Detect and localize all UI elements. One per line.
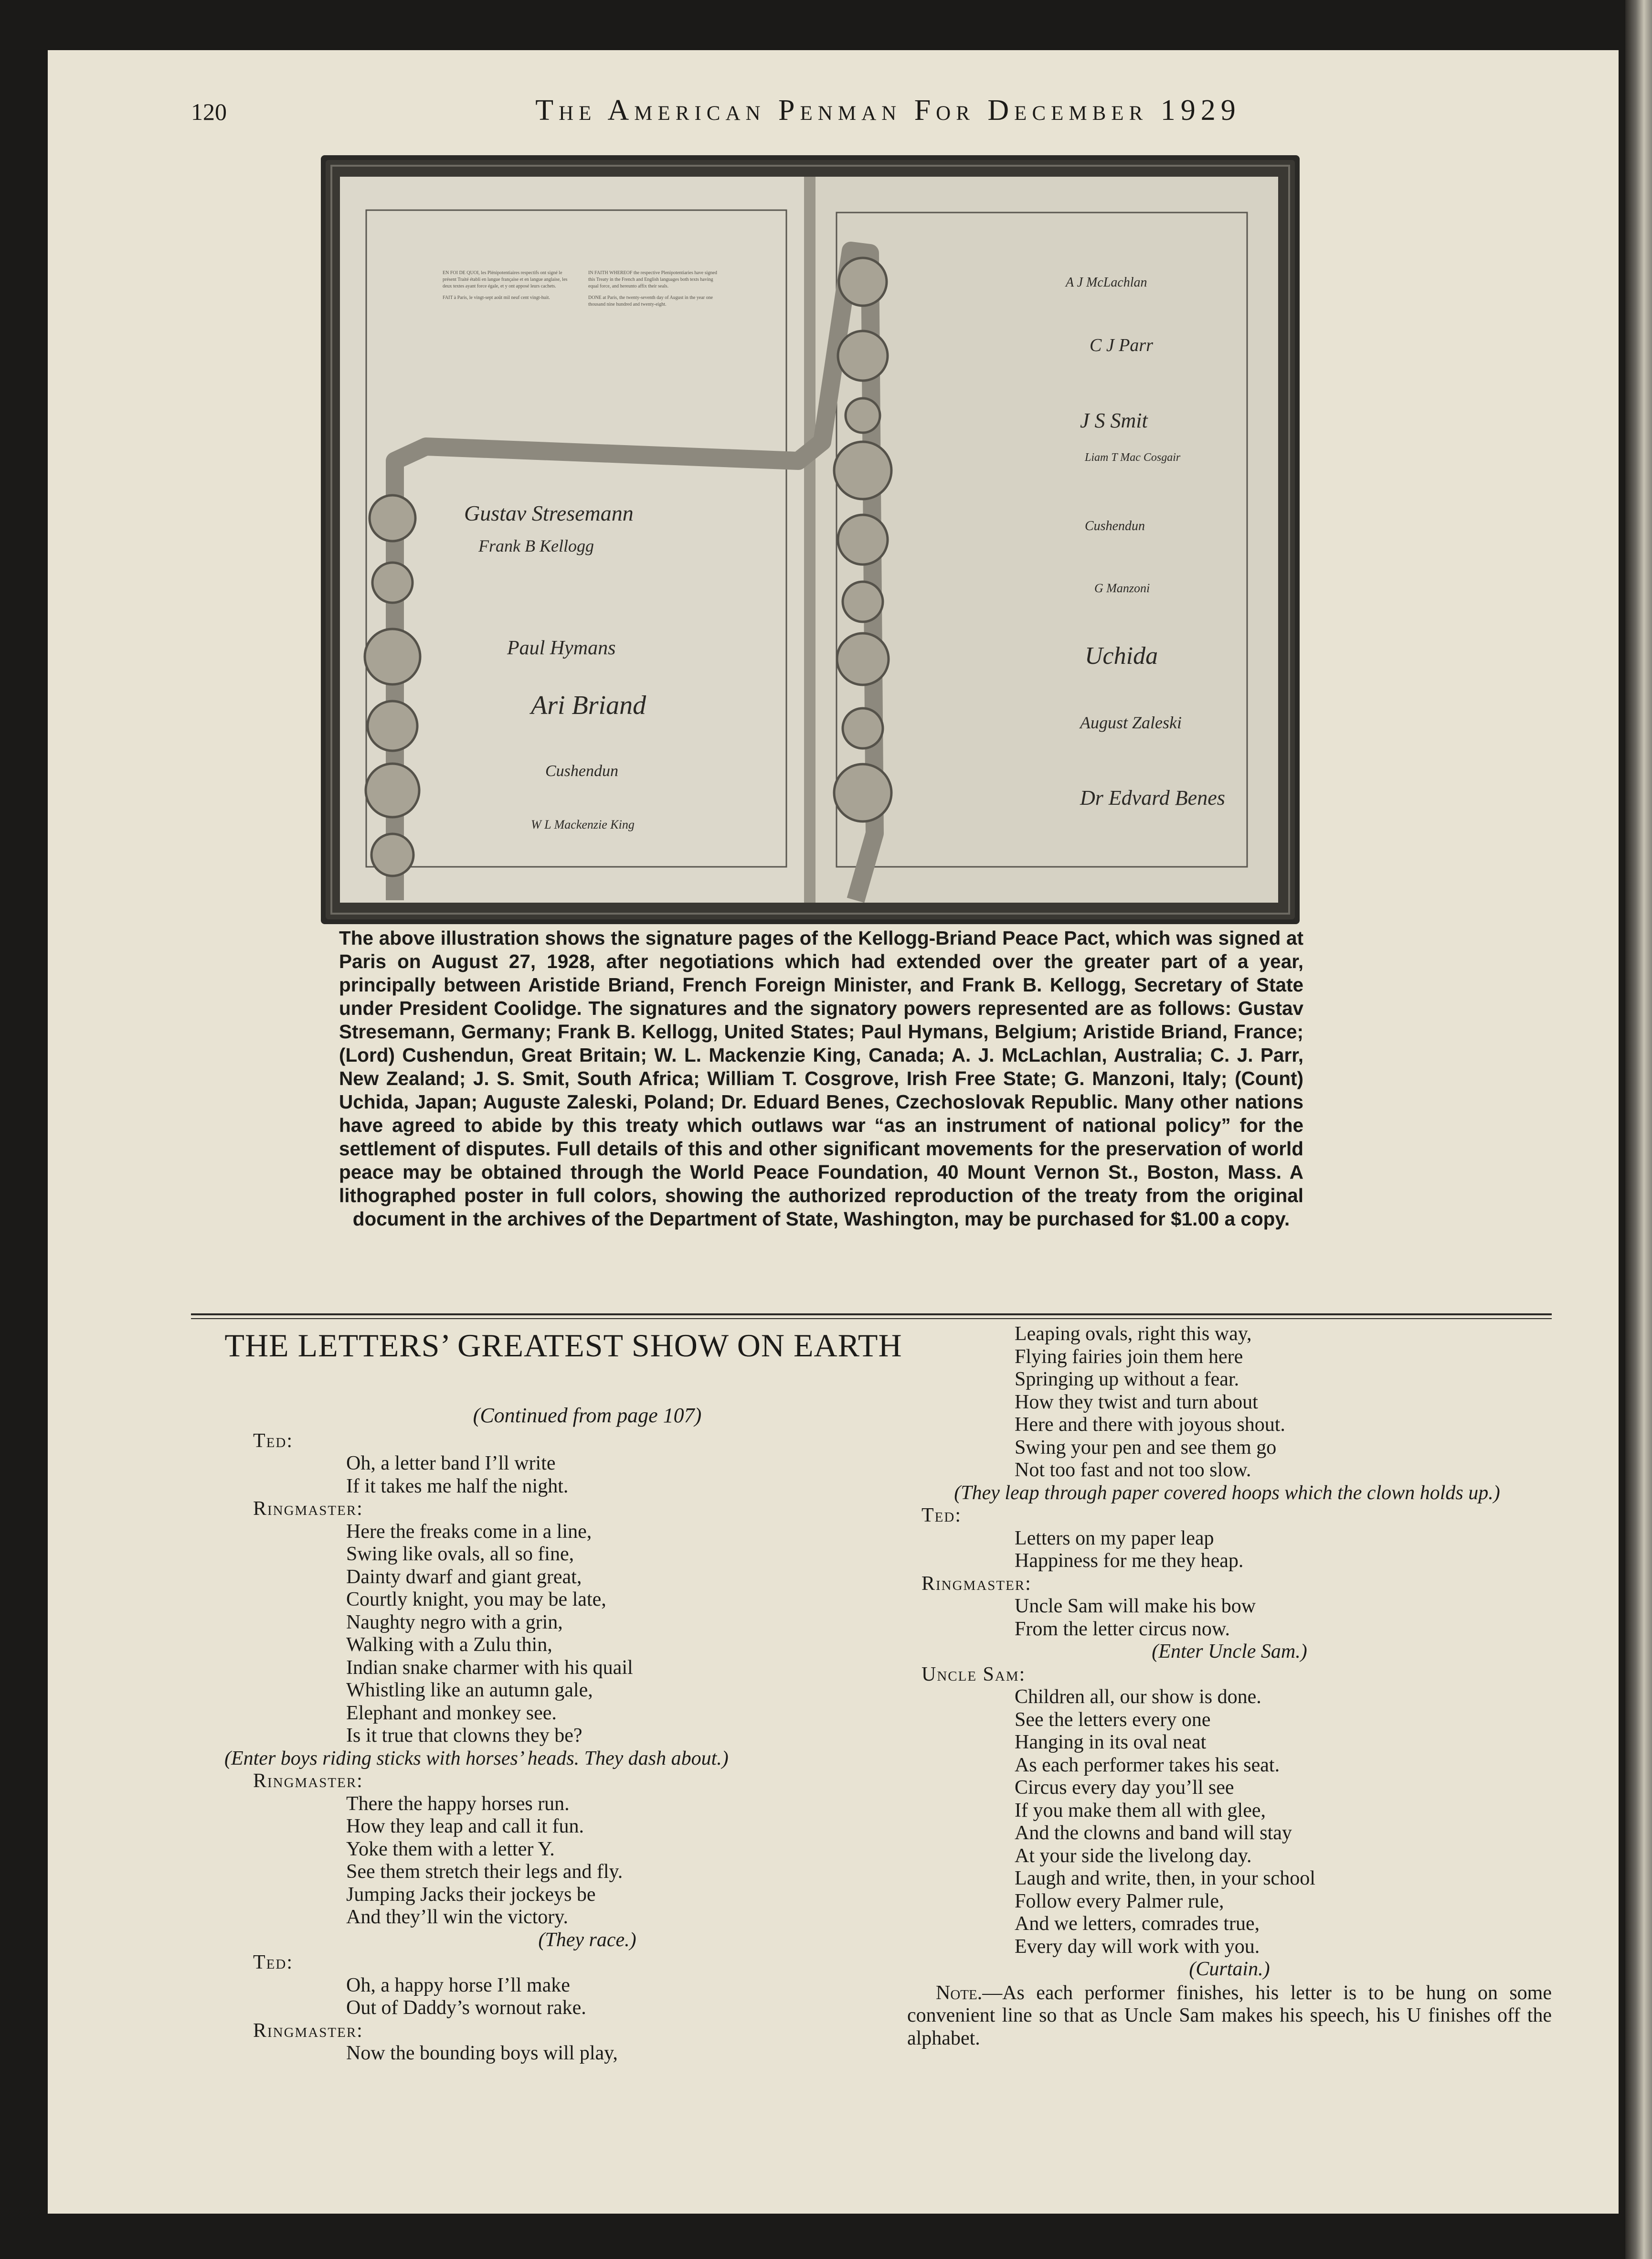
treaty-illustration <box>321 155 1300 924</box>
verse-line: Children all, our show is done. <box>1015 1686 1261 1708</box>
signature-manzoni: G Manzoni <box>1094 581 1150 595</box>
verse-line: If it takes me half the night. <box>346 1475 569 1497</box>
section-divider-bottom <box>191 1318 1552 1319</box>
verse-line: Every day will work with you. <box>1015 1935 1260 1958</box>
verse-line: Out of Daddy’s wornout rake. <box>346 1997 586 2019</box>
signature-zaleski: August Zaleski <box>1080 713 1182 732</box>
verse-line: How they leap and call it fun. <box>346 1815 584 1837</box>
verse-line: Laugh and write, then, in your school <box>1015 1867 1315 1889</box>
verse-line: Here the freaks come in a line, <box>346 1520 592 1543</box>
verse-line: And the clowns and band will stay <box>1015 1822 1292 1844</box>
signature-benes: Dr Edvard Benes <box>1080 786 1225 810</box>
verse-line: Naughty negro with a grin, <box>346 1611 563 1633</box>
verse-line: Indian snake charmer with his quail <box>346 1656 633 1679</box>
signature-mackenzie-king: W L Mackenzie King <box>531 818 635 831</box>
verse-line: How they twist and turn about <box>1015 1391 1258 1413</box>
treaty-date-english: DONE at Paris, the twenty-seventh day of August in the year one thousand nine hundred and twenty-eight. <box>588 295 713 307</box>
verse-line: Here and there with joyous shout. <box>1015 1414 1285 1436</box>
signature-mclachlan: A J McLachlan <box>1066 275 1147 290</box>
speaker-label: Ted: <box>253 1951 293 1973</box>
verse-line: Not too fast and not too slow. <box>1015 1459 1251 1481</box>
treaty-text-english: IN FAITH WHEREOF the respective Plenipotentiaries have signed this Treaty in the French and English languages both texts having equal force, and hereunto affix their seals. <box>588 270 717 289</box>
verse-line: Flying fairies join them here <box>1015 1345 1243 1368</box>
verse-line: Letters on my paper leap <box>1015 1527 1214 1549</box>
stage-direction: (They leap through paper covered hoops which the clown holds up.) <box>954 1481 1500 1504</box>
verse-line: Springing up without a fear. <box>1015 1368 1239 1390</box>
treaty-date-french: FAIT à Paris, le vingt-sept août mil neuf cent vingt-huit. <box>443 295 550 300</box>
verse-line: If you make them all with glee, <box>1015 1799 1266 1822</box>
page-number: 120 <box>191 98 227 125</box>
speaker-label: Ted: <box>253 1429 293 1452</box>
verse-line: Dainty dwarf and giant great, <box>346 1566 582 1588</box>
signature-cushendun-left: Cushendun <box>545 762 618 780</box>
verse-line: Uncle Sam will make his bow <box>1015 1595 1256 1617</box>
verse-line: And we letters, comrades true, <box>1015 1913 1260 1935</box>
speaker-label: Uncle Sam: <box>921 1663 1026 1685</box>
treaty-text-french: EN FOI DE QUOI, les Plénipotentiaires respectifs ont signé le présent Traité établi en langue française et en langue anglaise, les deux textes ayant force égale, et y ont apposé leurs cachets. <box>443 270 568 289</box>
verse-line: Elephant and monkey see. <box>346 1702 557 1724</box>
verse-line: Now the bounding boys will play, <box>346 2042 618 2064</box>
verse-line: Happiness for me they heap. <box>1015 1550 1244 1572</box>
verse-line: Hanging in its oval neat <box>1015 1731 1207 1753</box>
verse-line: Courtly knight, you may be late, <box>346 1588 606 1610</box>
treaty-photograph <box>321 155 1300 924</box>
signature-uchida: Uchida <box>1085 642 1158 670</box>
signature-stresemann: Gustav Stresemann <box>464 501 634 525</box>
verse-line: Walking with a Zulu thin, <box>346 1634 552 1656</box>
verse-line: Circus every day you’ll see <box>1015 1777 1234 1799</box>
verse-line: See them stretch their legs and fly. <box>346 1861 623 1883</box>
verse-line: As each performer takes his seat. <box>1015 1754 1280 1776</box>
verse-line: Oh, a happy horse I’ll make <box>346 1974 570 1996</box>
signature-parr: C J Parr <box>1090 335 1153 355</box>
closing-note <box>907 1982 1552 2050</box>
verse-line: Oh, a letter band I’ll write <box>346 1452 556 1474</box>
article-title: THE LETTERS’ GREATEST SHOW ON EARTH <box>224 1327 902 1364</box>
verse-line: Follow every Palmer rule, <box>1015 1890 1224 1912</box>
book-binding-edge <box>1625 0 1652 2259</box>
signature-cushendun-right: Cushendun <box>1085 519 1145 533</box>
left-column <box>224 1404 936 2065</box>
continued-note: (Continued from page 107) <box>473 1404 702 1427</box>
verse-line: Yoke them with a letter Y. <box>346 1838 555 1860</box>
figure-caption: The above illustration shows the signature pages of the Kellogg-Briand Peace Pact, which was signed at Paris on August 27, 1928, after negotiations which had extended over the greater part of a year, principally between Aristide Briand, French Foreign Minister, and Frank B. Kellogg, Secretary of State under President Coolidge. The signatures and the signatory powers represented are as follows: Gustav Stresemann, Germany; Frank B. Kellogg, United States; Paul Hymans, Belgium; Aristide Briand, France; (Lord) Cushendun, Great Britain; W. L. Mackenzie King, Canada; A. J. McLachlan, Australia; C. J. Parr, New Zealand; J. S. Smit, South Africa; William T. Cosgrove, Irish Free State; G. Manzoni, Italy; (Count) Uchida, Japan; Auguste Zaleski, Poland; Dr. Eduard Benes, Czechoslovak Republic. Many other nations have agreed to abide by this treaty which outlaws war “as an instrument of national policy” for the settlement of disputes. Full details of this and other significant movements for the preservation of world peace may be obtained through the World Peace Foundation, 40 Mount Vernon St., Boston, Mass. A lithographed poster in full colors, showing the authorized reproduction of the treaty from the original document in the archives of the Department of State, Washington, may be purchased for $1.00 a copy. <box>339 927 1303 1230</box>
speaker-label: Ringmaster: <box>253 1498 363 1520</box>
verse-line: At your side the livelong day. <box>1015 1844 1252 1867</box>
speaker-label: Ringmaster: <box>253 2019 363 2042</box>
signature-cosgrave: Liam T Mac Cosgair <box>1085 451 1181 464</box>
speaker-label: Ringmaster: <box>921 1572 1032 1595</box>
signature-briand: Ari Briand <box>531 691 646 720</box>
verse-line: And they’ll win the victory. <box>346 1906 569 1928</box>
speaker-label: Ringmaster: <box>253 1770 363 1792</box>
section-divider-top <box>191 1313 1552 1315</box>
signature-kellogg: Frank B Kellogg <box>478 536 594 555</box>
verse-line: Leaping ovals, right this way, <box>1015 1323 1252 1345</box>
stage-direction: (They race.) <box>538 1929 636 1951</box>
right-column <box>907 1323 1552 2050</box>
stage-direction: (Enter Uncle Sam.) <box>1152 1641 1307 1662</box>
note-text: —As each performer finishes, his letter is to be hung on some convenient line so that as Uncle Sam makes his speech, his U finishes off the alphabet. <box>907 1982 1552 2049</box>
speaker-label: Ted: <box>921 1504 962 1526</box>
verse-line: Is it true that clowns they be? <box>346 1725 582 1747</box>
note-label: Note. <box>936 1982 983 2004</box>
running-title: The American Penman For December 1929 <box>535 94 1241 127</box>
signature-smit: J S Smit <box>1080 409 1148 432</box>
verse-line: Whistling like an autumn gale, <box>346 1679 593 1701</box>
verse-line: Jumping Jacks their jockeys be <box>346 1883 596 1906</box>
verse-line: From the letter circus now. <box>1015 1618 1230 1640</box>
verse-line: There the happy horses run. <box>346 1792 570 1815</box>
stage-direction: (Curtain.) <box>1189 1958 1270 1980</box>
signature-hymans: Paul Hymans <box>507 637 616 659</box>
verse-line: Swing your pen and see them go <box>1015 1436 1277 1459</box>
verse-line: See the letters every one <box>1015 1708 1211 1731</box>
verse-line: Swing like ovals, all so fine, <box>346 1543 574 1565</box>
stage-direction: (Enter boys riding sticks with horses’ heads. They dash about.) <box>224 1747 729 1769</box>
